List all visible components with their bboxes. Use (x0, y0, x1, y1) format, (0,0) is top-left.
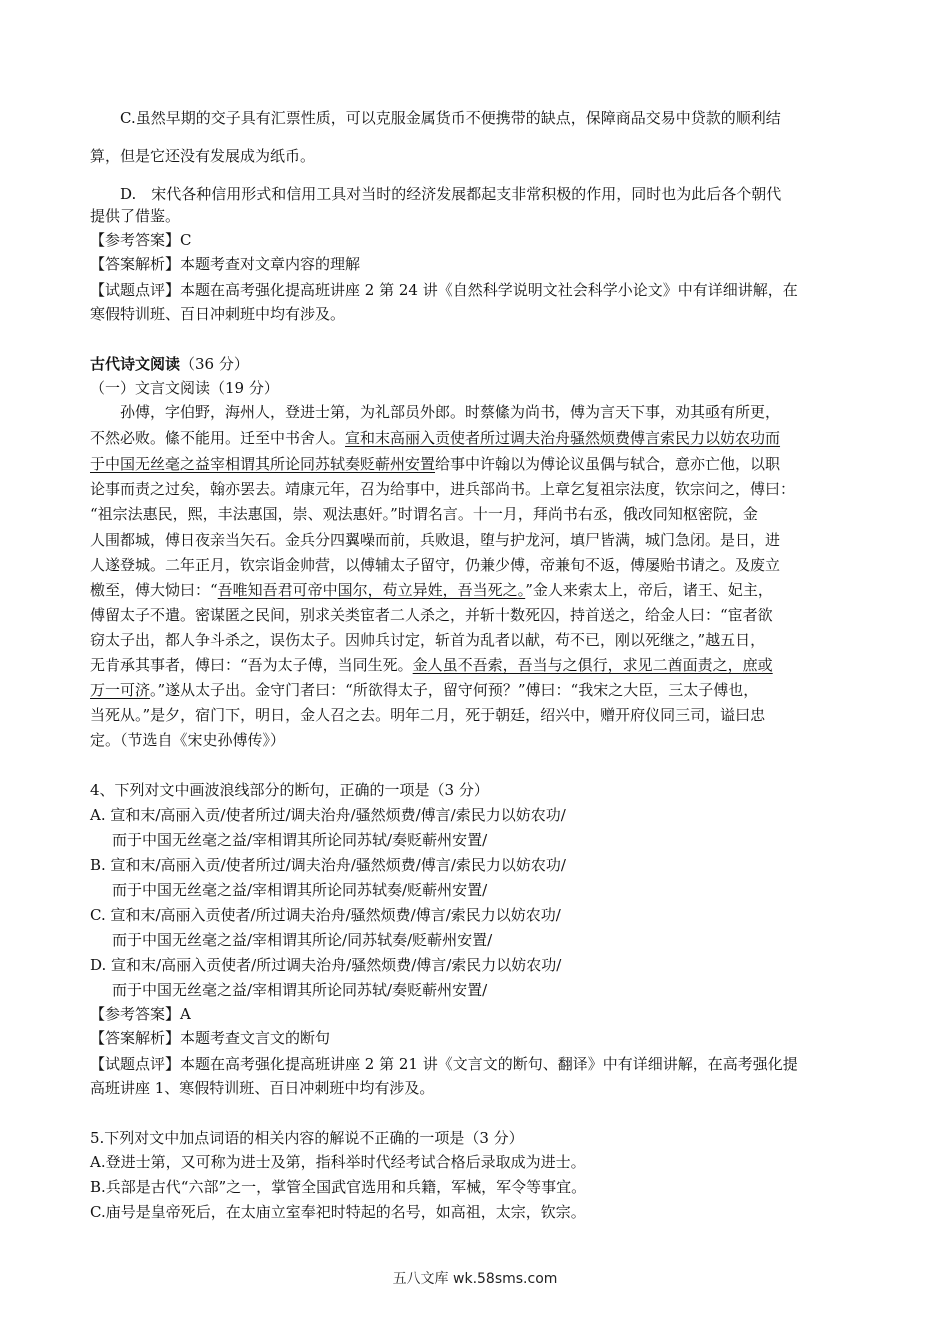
question-4-stem: 4、下列对文中画波浪线部分的断句，正确的一项是（3 分） (90, 781, 489, 799)
q5-option-a: A.登进士第，又可称为进士及第，指科举时代经考试合格后录取成为进士。 (90, 1153, 586, 1171)
passage-text: 给事中许翰以为傅论议虽偶与轼合，意亦亡他，以职 (435, 455, 781, 473)
underlined-passage: 金人虽不吾索，吾当与之俱行，求见二酋面责之，庶或 (412, 656, 773, 674)
q4-option-d-line-1: D. 宣和末/高丽入贡使者/所过调夫治舟/骚然烦费/傅言/索民力以妨农功/ (90, 956, 562, 974)
q4-reference-answer: 【参考答案】A (90, 1005, 191, 1023)
q4-option-a-line-1: A. 宣和末/高丽入贡/使者所过/调夫治舟/骚然烦费/傅言/索民力以妨农功/ (90, 806, 566, 824)
q4-option-c-line-2: 而于中国无丝毫之益/宰相谓其所论/同苏轼奏/贬蕲州安置/ (112, 931, 493, 949)
passage-text: ”金人来索太上，帝后，诸王、妃主， (525, 581, 773, 599)
comment-line-2: 寒假特训班、百日冲刺班中均有涉及。 (90, 305, 346, 323)
option-c-line-1: C.虽然早期的交子具有汇票性质，可以克服金属货币不便携带的缺点，保障商品交易中贷款的顺利结 (120, 109, 781, 127)
footer-watermark: 五八文库 wk.58sms.com (392, 1271, 558, 1287)
q4-option-b-line-2: 而于中国无丝毫之益/宰相谓其所论同苏轼奏/贬蕲州安置/ (112, 881, 488, 899)
passage-line: 窃太子出，都人争斗杀之，误伤太子。因帅兵讨定，斩首为乱者以献，苟不已，刚以死继之，”越五日， (90, 631, 766, 649)
option-d-line-2: 提供了借鉴。 (90, 207, 181, 225)
underlined-passage: 于中国无丝毫之益宰相谓其所论同苏轼奏贬蕲州安置 (90, 455, 436, 473)
passage-text: 不然必败。絛不能用。迁至中书舍人。 (90, 429, 346, 447)
q4-option-a-line-2: 而于中国无丝毫之益/宰相谓其所论同苏轼/奏贬蕲州安置/ (112, 831, 488, 849)
section-title-text: 古代诗文阅读 (90, 355, 181, 373)
q5-option-b: B.兵部是古代“六部”之一，掌管全国武官选用和兵籍，军械，军令等事宜。 (90, 1178, 587, 1196)
underlined-passage: 万一可济 (90, 681, 151, 699)
passage-line: 人围都城，傅日夜亲当矢石。金兵分四翼噪而前，兵败退，堕与护龙河，填尸皆满，城门急闭。是日，进 (90, 531, 781, 549)
q4-comment-line-2: 高班讲座 1、寒假特训班、百日冲刺班中均有涉及。 (90, 1079, 435, 1097)
q4-option-b-line-1: B. 宣和末/高丽入贡/使者所过/调夫治舟/骚然烦费/傅言/索民力以妨农功/ (90, 856, 566, 874)
reference-answer: 【参考答案】C (90, 231, 192, 249)
answer-analysis: 【答案解析】本题考查对文章内容的理解 (90, 255, 361, 273)
passage-line (90, 428, 780, 448)
passage-line (90, 680, 758, 700)
underlined-passage: 吾唯知吾君可帝中国尔，苟立异姓，吾当死之。 (217, 581, 526, 599)
q5-option-c: C.庙号是皇帝死后，在太庙立室奉祀时特起的名号，如高祖，太宗，钦宗。 (90, 1203, 586, 1221)
passage-line (90, 454, 780, 474)
passage-line: 当死从。”是夕，宿门下，明日，金人召之去。明年二月，死于朝廷，绍兴中，赠开府仪同三司，谥曰忠 (90, 706, 766, 724)
option-d-line-1: D. 宋代各种信用形式和信用工具对当时的经济发展都起支非常积极的作用，同时也为此后各个朝代 (120, 185, 782, 203)
passage-line: “祖宗法惠民，熙，丰法惠国，崇、观法惠奸。”时谓名言。十一月，拜尚书右丞，俄改同知枢密院，金 (90, 505, 758, 523)
q4-answer-analysis: 【答案解析】本题考查文言文的断句 (90, 1029, 331, 1047)
comment-line-1: 【试题点评】本题在高考强化提高班讲座 2 第 24 讲《自然科学说明文社会科学小论文》中有详细讲解，在 (90, 281, 798, 299)
question-5-stem: 5.下列对文中加点词语的相关内容的解说不正确的一项是（3 分） (90, 1129, 524, 1147)
passage-line: 人遂登城。二年正月，钦宗诣金帅营，以傅辅太子留守，仍兼少傅，帝兼旬不返，傅屡贻书请之。及废立 (90, 556, 781, 574)
passage-line: 傅留太子不遣。密谋匿之民间，别求关类宦者二人杀之，并斩十数死囚，持首送之，给金人曰：“宦者欲 (90, 606, 773, 624)
q4-option-c-line-1: C. 宣和末/高丽入贡使者/所过调夫治舟/骚然烦费/傅言/索民力以妨农功/ (90, 906, 561, 924)
q4-comment-line-1: 【试题点评】本题在高考强化提高班讲座 2 第 21 讲《文言文的断句、翻译》中有详细讲解，在高考强化提 (90, 1055, 798, 1073)
section-title (90, 354, 249, 374)
passage-line: 孙傅，字伯野，海州人，登进士第，为礼部员外郎。时蔡絛为尚书，傅为言天下事，劝其亟有所更， (120, 403, 781, 421)
passage-text: 无肯承其事者，傅曰：“吾为太子傅，当同生死。 (90, 656, 413, 674)
q4-option-d-line-2: 而于中国无丝毫之益/宰相谓其所论同苏轼/奏贬蕲州安置/ (112, 981, 488, 999)
passage-text: 檄至，傅大恸曰：“ (90, 581, 218, 599)
passage-line (90, 580, 773, 600)
underlined-passage: 宣和末高丽入贡使者所过调夫治舟骚然烦费傅言索民力以妨农功而 (345, 429, 781, 447)
option-c-line-2: 算，但是它还没有发展成为纸币。 (90, 147, 316, 165)
section-subtitle: （一）文言文阅读（19 分） (90, 379, 279, 397)
section-title-score: （36 分） (180, 355, 249, 373)
passage-line: 论事而责之过矣，翰亦罢去。靖康元年，召为给事中，进兵部尚书。上章乞复祖宗法度，钦宗问之，傅曰： (90, 480, 796, 498)
passage-text: 。”遂从太子出。金守门者曰：“所欲得太子，留守何预？”傅曰：“我宋之大臣，三太子傅也， (150, 681, 759, 699)
passage-line (90, 655, 773, 675)
passage-line: 定。（节选自《宋史孙傅传》） (90, 731, 286, 749)
